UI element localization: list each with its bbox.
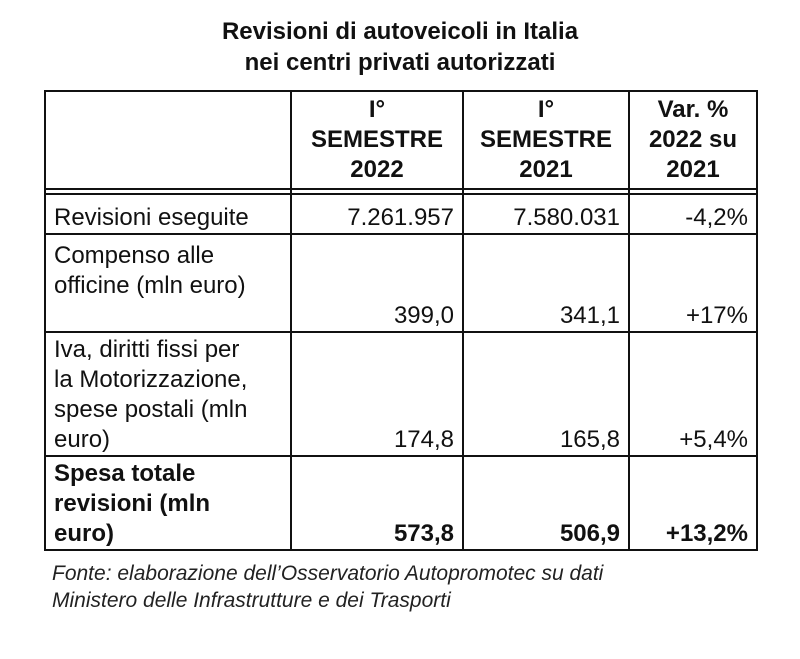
cell-2021: 506,9	[463, 456, 629, 550]
row-label	[45, 234, 291, 332]
row-label	[45, 456, 291, 550]
header-var-line-2: 2022 su	[648, 126, 738, 153]
row-label-line: la Motorizzazione,	[54, 366, 248, 393]
cell-2022: 174,8	[291, 332, 463, 456]
cell-2021: 7.580.031	[463, 194, 629, 234]
row-label	[45, 332, 291, 456]
revisions-table	[44, 90, 758, 551]
cell-var: +17%	[629, 234, 757, 332]
cell-var: +5,4%	[629, 332, 757, 456]
source-line-2: Ministero delle Infrastrutture e dei Trasporti	[52, 589, 451, 612]
header-2021-line-3: 2021	[519, 156, 573, 183]
cell-var: +13,2%	[629, 456, 757, 550]
row-label-line: spese postali (mln	[54, 396, 248, 423]
table-header-row	[45, 91, 757, 189]
header-semester-2022	[291, 91, 463, 189]
row-label-line: Spesa totale	[54, 460, 196, 487]
title-line-2: nei centri privati autorizzati	[244, 49, 556, 76]
title-line-1: Revisioni di autoveicoli in Italia	[221, 18, 579, 45]
source-note	[52, 560, 772, 614]
page-title	[0, 16, 800, 78]
cell-2021: 341,1	[463, 234, 629, 332]
table-row	[45, 194, 757, 234]
cell-2022: 7.261.957	[291, 194, 463, 234]
row-label-line: Compenso alle	[54, 242, 215, 269]
row-label-line: euro)	[54, 520, 114, 547]
row-label	[45, 194, 291, 234]
header-2022-line-3: 2022	[350, 156, 404, 183]
table-row	[45, 234, 757, 332]
header-semester-2021	[463, 91, 629, 189]
row-label-line: euro)	[54, 426, 111, 453]
row-label-line: revisioni (mln	[54, 490, 211, 517]
cell-2022: 399,0	[291, 234, 463, 332]
header-2022-line-1: I°	[368, 96, 386, 123]
row-label-line: officine (mln euro)	[54, 272, 246, 299]
table-total-row	[45, 456, 757, 550]
header-variation	[629, 91, 757, 189]
cell-var: -4,2%	[629, 194, 757, 234]
header-2022-line-2: SEMESTRE	[310, 126, 444, 153]
header-var-line-1: Var. %	[657, 96, 729, 123]
row-label-line: Iva, diritti fissi per	[54, 336, 240, 363]
table-row	[45, 332, 757, 456]
header-2021-line-2: SEMESTRE	[479, 126, 613, 153]
row-label-line: Revisioni eseguite	[54, 204, 249, 231]
source-line-1: Fonte: elaborazione dell’Osservatorio Autopromotec su dati	[52, 562, 604, 585]
cell-2022: 573,8	[291, 456, 463, 550]
header-empty-cell	[45, 91, 291, 189]
cell-2021: 165,8	[463, 332, 629, 456]
header-var-line-3: 2021	[666, 156, 720, 183]
header-2021-line-1: I°	[537, 96, 555, 123]
